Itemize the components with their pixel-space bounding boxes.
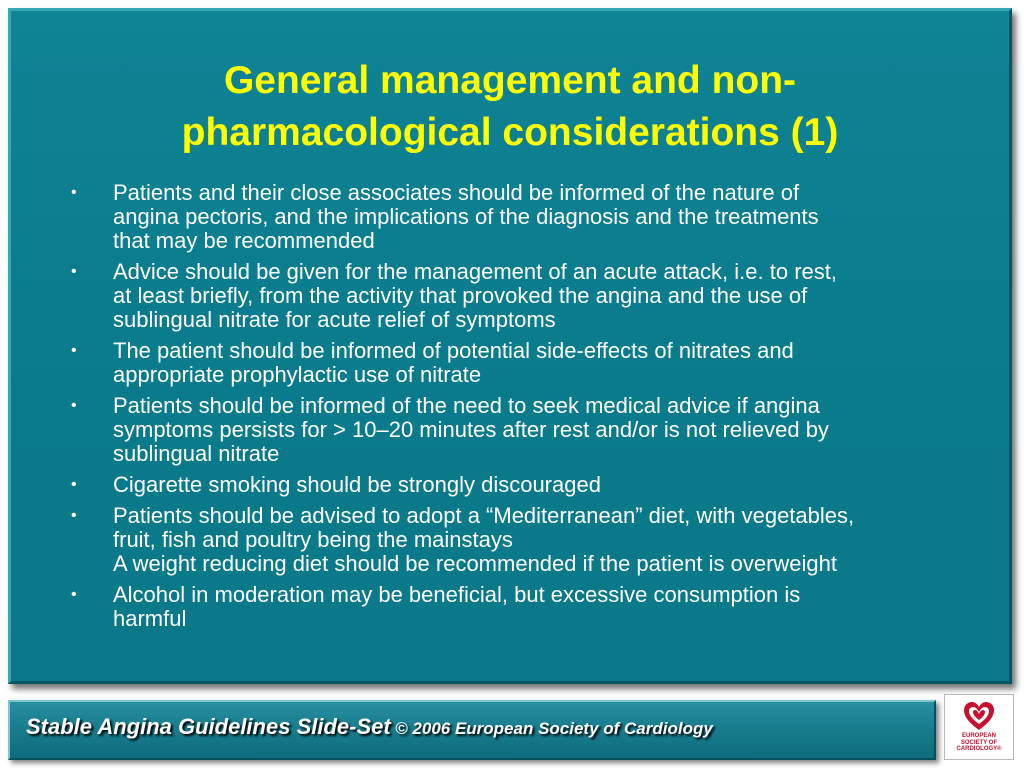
bullet-list	[71, 181, 991, 638]
content-panel	[8, 8, 1012, 684]
bullet-text: Patients and their close associates should be informed of the nature of angina pectoris, and the implications of the diagnosis and the treatments that may be recommended	[113, 180, 819, 253]
bullet-dot-icon: •	[71, 397, 77, 414]
bullet-item	[71, 181, 991, 253]
esc-logo	[944, 694, 1014, 760]
bullet-dot-icon: •	[71, 476, 77, 493]
bullet-item	[71, 260, 991, 332]
bullet-text: Patients should be informed of the need to seek medical advice if angina symptoms persists for > 10–20 minutes after rest and/or is not relieved by sublingual nitrate	[113, 393, 829, 466]
bullet-text: The patient should be informed of potential side-effects of nitrates and appropriate prophylactic use of nitrate	[113, 338, 794, 387]
footer-bar	[8, 700, 936, 760]
bullet-text: Advice should be given for the management of an acute attack, i.e. to rest, at least briefly, from the activity that provoked the angina and the use of sublingual nitrate for acute relief of symptoms	[113, 259, 837, 332]
bullet-dot-icon: •	[71, 507, 77, 524]
bullet-text: Cigarette smoking should be strongly discouraged	[113, 472, 601, 497]
bullet-dot-icon: •	[71, 586, 77, 603]
bullet-item	[71, 339, 991, 387]
esc-heart-logo-icon	[962, 699, 996, 733]
footer-caption	[26, 714, 713, 740]
bullet-item	[71, 473, 991, 497]
bullet-dot-icon: •	[71, 342, 77, 359]
esc-logo-text: EUROPEAN SOCIETY OF CARDIOLOGY®	[956, 733, 1002, 752]
bullet-dot-icon: •	[71, 263, 77, 280]
bullet-dot-icon: •	[71, 184, 77, 201]
bullet-item	[71, 583, 991, 631]
footer-copyright: © 2006 European Society of Cardiology	[395, 719, 713, 738]
footer-series-title: Stable Angina Guidelines Slide-Set	[26, 714, 391, 739]
bullet-item	[71, 394, 991, 466]
bullet-text: Patients should be advised to adopt a “Mediterranean” diet, with vegetables, fruit, fish and poultry being the mainstays A weight reducing diet should be recommended if the patient is overweight	[113, 503, 855, 576]
slide-title: General management and non- pharmacological considerations (1)	[181, 59, 839, 154]
bullet-item	[71, 504, 991, 576]
bullet-text: Alcohol in moderation may be beneficial, but excessive consumption is harmful	[113, 582, 801, 631]
